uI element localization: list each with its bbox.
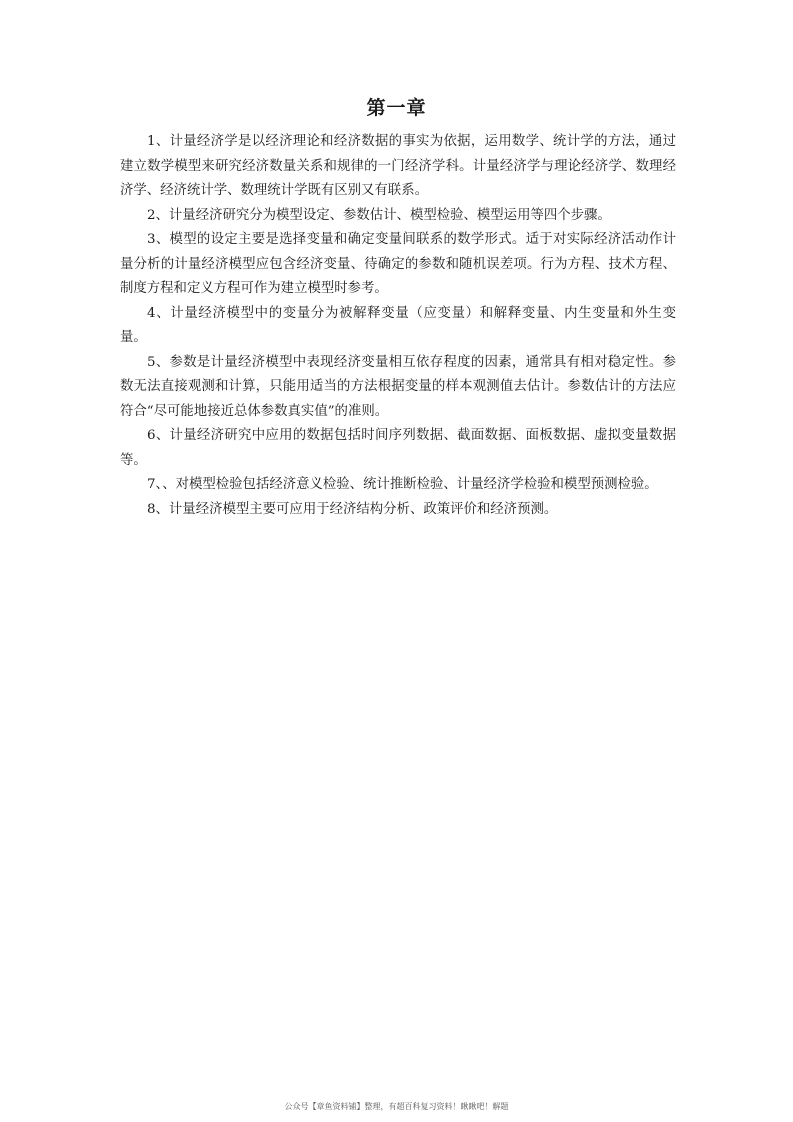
paragraph-7: 7、、对模型检验包括经济意义检验、统计推断检验、计量经济学检验和模型预测检验。 [147,477,658,492]
paragraph-6: 6、计量经济研究中应用的数据包括时间序列数据、截面数据、面板数据、虚拟变量数据等。 [120,428,676,468]
paragraph-4: 4、计量经济模型中的变量分为被解释变量（应变量）和解释变量、内生变量和外生变量。 [120,305,676,345]
paragraph-2: 2、计量经济研究分为模型设定、参数估计、模型检验、模型运用等四个步骤。 [147,207,611,223]
page-footer: 公众号【章鱼资料铺】整理，有超百科复习资料！瞅瞅吧！解题 [284,1102,509,1111]
paragraph-1: 1、计量经济学是以经济理论和经济数据的事实为依据，运用数学、统计学的方法，通过建立数学模型来研究经济数量关系和规律的一门经济学科。计量经济学与理论经济学、数理经济学、经济统计学、数理统计学既有区别又有联系。 [120,134,676,198]
chapter-title: 第一章 [366,97,427,119]
paragraph-8: 8、计量经济模型主要可应用于经济结构分析、政策评价和经济预测。 [147,501,558,517]
paragraph-5: 5、参数是计量经济模型中表现经济变量相互依存程度的因素，通常具有相对稳定性。参数无法直接观测和计算，只能用适当的方法根据变量的样本观测值去估计。参数估计的方法应符合“尽可能地接近总体参数真实值”的准则。 [120,354,676,419]
document-body [120,130,676,522]
paragraph-3: 3、模型的设定主要是选择变量和确定变量间联系的数学形式。适于对实际经济活动作计量分析的计量经济模型应包含经济变量、待确定的参数和随机误差项。行为方程、技术方程、制度方程和定义方程可作为建立模型时参考。 [120,232,676,296]
